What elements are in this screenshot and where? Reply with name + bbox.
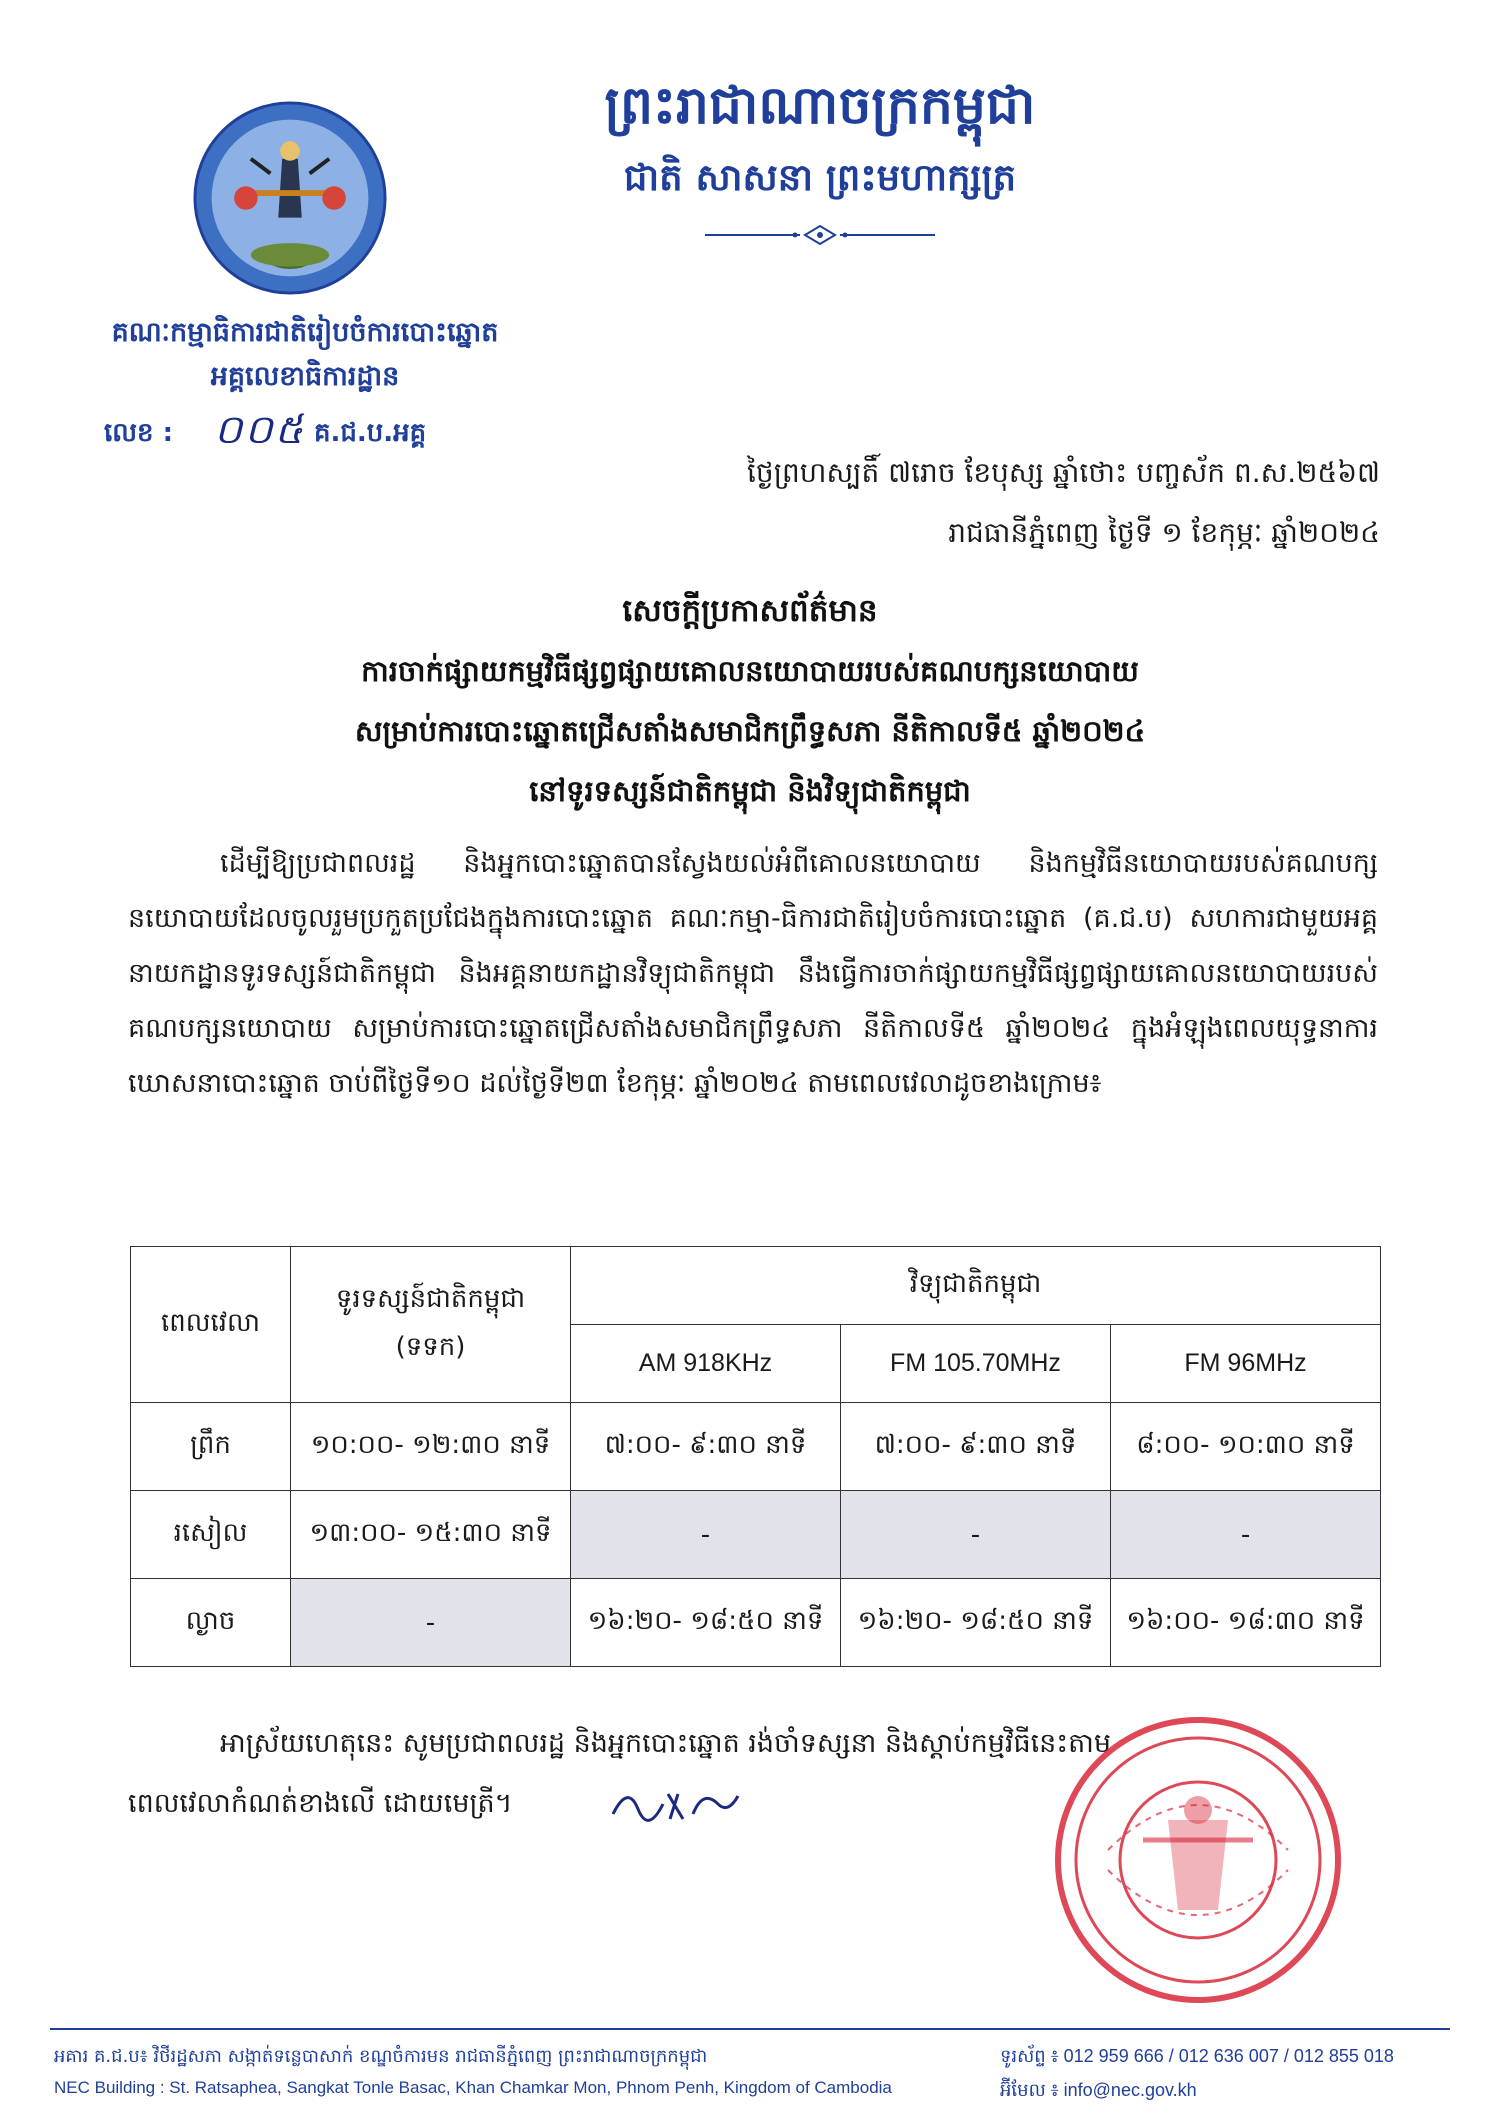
- cell-fm96: -: [1111, 1491, 1381, 1579]
- reference-label: លេខ :: [104, 418, 173, 448]
- lunar-date: ថ្ងៃព្រហស្បតិ៍ ៧រោច ខែបុស្ស ឆ្នាំថោះ បញ្ចស័ក ព.ស.២៥៦៧: [747, 456, 1380, 489]
- cell-fm96: ១៦:០០- ១៨:៣០ នាទី: [1111, 1579, 1381, 1667]
- reference-suffix: គ.ជ.ប.អគ្គ: [314, 418, 427, 448]
- header-fm-96: FM 96MHz: [1111, 1325, 1381, 1403]
- cell-am: ៧:០០- ៩:៣០ នាទី: [571, 1403, 841, 1491]
- nec-logo: [192, 100, 388, 296]
- org-name: គណៈកម្មាធិការជាតិរៀបចំការបោះឆ្នោត: [111, 317, 499, 348]
- official-seal-icon: [1048, 1710, 1348, 2010]
- cell-fm105: -: [841, 1491, 1111, 1579]
- cell-tv: ១៣:០០- ១៥:៣០ នាទី: [291, 1491, 571, 1579]
- cell-fm96: ៨:០០- ១០:៣០ នាទី: [1111, 1403, 1381, 1491]
- footer-divider: [50, 2028, 1450, 2030]
- ornament-divider-icon: [705, 222, 935, 248]
- header-am-918: AM 918KHz: [571, 1325, 841, 1403]
- announcement-subtitle-3: នៅទូរទស្សន៍ជាតិកម្ពុជា និងវិទ្យុជាតិកម្ពុជា: [529, 774, 971, 808]
- reference-number: ០០៥: [214, 407, 305, 453]
- reference-number-row: [104, 404, 524, 460]
- cell-am: -: [571, 1491, 841, 1579]
- national-motto: ជាតិ សាសនា ព្រះមហាក្សត្រ: [623, 156, 1017, 199]
- signature-icon: [608, 1774, 748, 1834]
- header-tv-abbr: (ទទក): [395, 1331, 466, 1362]
- header-tv: [291, 1247, 571, 1403]
- cell-period: ល្ងាច: [131, 1579, 291, 1667]
- announcement-subtitle-1: ការចាក់ផ្សាយកម្មវិធីផ្សព្វផ្សាយគោលនយោបាយរបស់គណបក្សនយោបាយ: [361, 654, 1139, 688]
- body-paragraph: ដើម្បីឱ្យប្រជាពលរដ្ឋ និងអ្នកបោះឆ្នោតបានស្វែងយល់អំពីគោលនយោបាយ និងកម្មវិធីនយោបាយរបស់គណបក្សនយោបាយដែលចូលរួមប្រកួតប្រជែងក្នុងការបោះឆ្នោត គណៈកម្មា-ធិការជាតិរៀបចំការបោះឆ្នោត (គ.ជ.ប) សហការជាមួយអគ្គនាយកដ្ឋានទូរទស្សន៍ជាតិកម្ពុជា និងអគ្គនាយកដ្ឋានវិទ្យុជាតិកម្ពុជា នឹងធ្វើការចាក់ផ្សាយកម្មវិធីផ្សព្វផ្សាយគោលនយោបាយរបស់គណបក្សនយោបាយ សម្រាប់ការបោះឆ្នោតជ្រើសតាំងសមាជិកព្រឹទ្ធសភា នីតិកាលទី៥ ឆ្នាំ២០២៤ ក្នុងអំឡុងពេលយុទ្ធនាការឃោសនាបោះឆ្នោត ចាប់ពីថ្ងៃទី១០ ដល់ថ្ងៃទី២៣ ខែកុម្ភៈ ឆ្នាំ២០២៤ តាមពេលវេលាដូចខាងក្រោម៖: [128, 848, 1378, 1099]
- phone-numbers: 012 959 666 / 012 636 007 / 012 855 018: [1063, 2046, 1394, 2066]
- announcement-subtitle-2: សម្រាប់ការបោះឆ្នោតជ្រើសតាំងសមាជិកព្រឹទ្ធសភា នីតិកាលទី៥ ឆ្នាំ២០២៤: [354, 714, 1146, 748]
- cell-tv: ១០:០០- ១២:៣០ នាទី: [291, 1403, 571, 1491]
- header-fm-105: FM 105.70MHz: [841, 1325, 1111, 1403]
- email-address[interactable]: info@nec.gov.kh: [1063, 2080, 1197, 2100]
- footer-phone: [1000, 2044, 1394, 2071]
- header-radio: វិទ្យុជាតិកម្ពុជា: [571, 1247, 1381, 1325]
- kingdom-title: ព្រះរាជាណាចក្រកម្ពុជា: [604, 76, 1036, 136]
- solar-date: រាជធានីភ្នំពេញ ថ្ងៃទី ១ ខែកុម្ភៈ ឆ្នាំ២០២៤: [948, 516, 1380, 549]
- cell-period: រសៀល: [131, 1491, 291, 1579]
- footer-english-address: NEC Building : St. Ratsaphea, Sangkat Tonle Basac, Khan Chamkar Mon, Phnom Penh, Kingdom of Cambodia: [54, 2078, 892, 2097]
- broadcast-schedule-table: [130, 1246, 1381, 1667]
- cell-fm105: ១៦:២០- ១៨:៥០ នាទី: [841, 1579, 1111, 1667]
- email-label: អ៊ីមែល ៖: [1000, 2080, 1059, 2100]
- footer-khmer-address: អគារ គ.ជ.ប៖ វិថីរដ្ឋសភា សង្កាត់ទន្លេបាសាក់ ខណ្ឌចំការមន រាជធានីភ្នំពេញ ព្រះរាជាណាចក្រកម្ពុជា: [54, 2046, 708, 2067]
- cell-am: ១៦:២០- ១៨:៥០ នាទី: [571, 1579, 841, 1667]
- closing-line-2: ពេលវេលាកំណត់ខាងលើ ដោយមេត្រី។: [128, 1788, 513, 1819]
- org-subdivision: អគ្គលេខាធិការដ្ឋាន: [210, 361, 400, 392]
- footer-email: [1000, 2078, 1197, 2105]
- cell-period: ព្រឹក: [131, 1403, 291, 1491]
- phone-label: ទូរស័ព្ទ ៖: [1000, 2046, 1059, 2066]
- cell-tv: -: [291, 1579, 571, 1667]
- header-time: ពេលវេលា: [131, 1247, 291, 1403]
- table-row-afternoon: [131, 1491, 1381, 1579]
- table-row-morning: [131, 1403, 1381, 1491]
- header-tv-name: ទូរទស្សន៍ជាតិកម្ពុជា: [335, 1283, 526, 1314]
- cell-fm105: ៧:០០- ៩:៣០ នាទី: [841, 1403, 1111, 1491]
- table-row-evening: [131, 1579, 1381, 1667]
- closing-line-1: អាស្រ័យហេតុនេះ សូមប្រជាពលរដ្ឋ និងអ្នកបោះឆ្នោត រង់ចាំទស្សនា និងស្តាប់កម្មវិធីនេះតាម: [220, 1728, 1111, 1759]
- announcement-title: សេចក្តីប្រកាសព័ត៌មាន: [622, 593, 878, 629]
